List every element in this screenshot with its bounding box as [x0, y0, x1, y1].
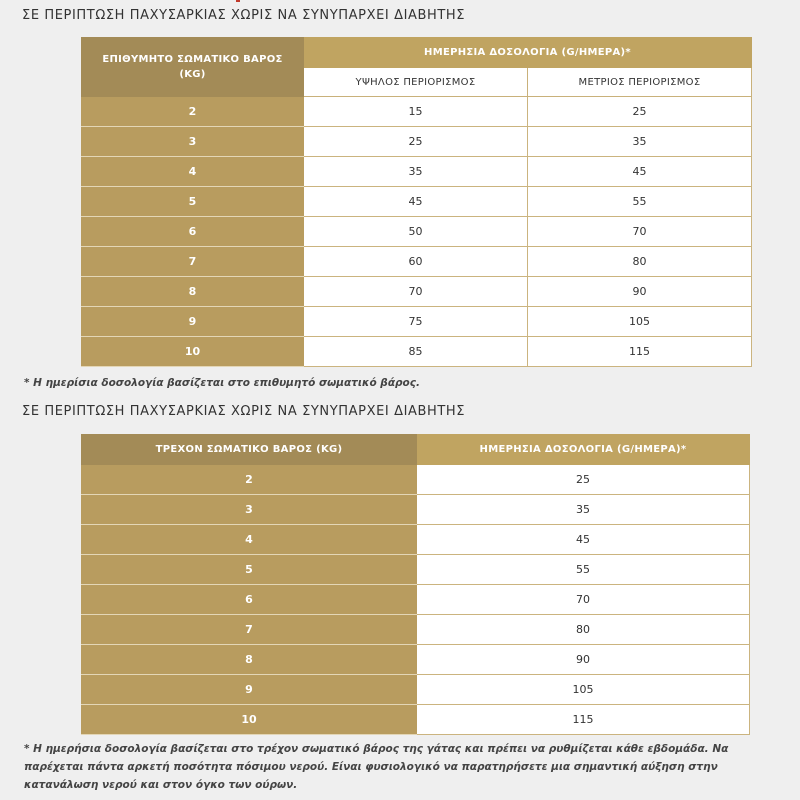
target-weight-dosage-table	[81, 37, 752, 367]
moderate-restriction-cell: 35	[528, 127, 752, 157]
table-row	[82, 247, 752, 277]
table-row	[82, 555, 750, 585]
moderate-restriction-cell: 25	[528, 97, 752, 127]
weight-cell: 5	[82, 555, 417, 585]
weight-cell: 7	[82, 615, 417, 645]
dosage-cell: 25	[417, 465, 750, 495]
high-restriction-cell: 25	[304, 127, 528, 157]
table-row	[82, 127, 752, 157]
high-restriction-cell: 15	[304, 97, 528, 127]
weight-cell: 3	[82, 495, 417, 525]
weight-cell: 10	[82, 337, 304, 367]
moderate-restriction-cell: 90	[528, 277, 752, 307]
weight-cell: 8	[82, 645, 417, 675]
subheader-high-restriction: ΥΨΗΛΟΣ ΠΕΡΙΟΡΙΣΜΟΣ	[304, 68, 528, 97]
weight-cell: 6	[82, 217, 304, 247]
header-daily-dosage-2: ΗΜΕΡΗΣΙΑ ΔΟΣΟΛΟΓΙΑ (G/ΗΜΕΡΑ)*	[417, 435, 750, 465]
moderate-restriction-cell: 80	[528, 247, 752, 277]
table-row	[82, 645, 750, 675]
weight-cell: 2	[82, 97, 304, 127]
section2-footnote: * Η ημερήσια δοσολογία βασίζεται στο τρέχον σωματικό βάρος της γάτας και πρέπει να ρυθμίζεται κάθε εβδομάδα. Να παρέχεται πάντα αρκετή ποσότητα πόσιμου νερού. Είναι φυσιολογικό να παρατηρήσετε μια σημαντική αύξηση στην κατανάλωση νερού και στον όγκο των ούρων.	[24, 743, 729, 791]
table-row	[82, 675, 750, 705]
high-restriction-cell: 50	[304, 217, 528, 247]
table-row	[82, 615, 750, 645]
current-weight-dosage-table	[81, 434, 750, 735]
dosage-cell: 80	[417, 615, 750, 645]
table-row	[82, 277, 752, 307]
dosage-cell: 105	[417, 675, 750, 705]
table2-body	[82, 465, 750, 735]
header-current-weight: ΤΡΕΧΟΝ ΣΩΜΑΤΙΚΟ ΒΑΡΟΣ (KG)	[82, 435, 417, 465]
dosage-cell: 55	[417, 555, 750, 585]
table-row	[82, 157, 752, 187]
section1-title: ΣΕ ΠΕΡΙΠΤΩΣΗ ΠΑΧΥΣΑΡΚΙΑΣ ΧΩΡΙΣ ΝΑ ΣΥΝΥΠΑΡΧΕΙ ΔΙΑΒΗΤΗΣ	[22, 8, 466, 23]
table-row	[82, 525, 750, 555]
weight-cell: 5	[82, 187, 304, 217]
moderate-restriction-cell: 55	[528, 187, 752, 217]
weight-cell: 9	[82, 307, 304, 337]
table-row	[82, 495, 750, 525]
dosage-cell: 115	[417, 705, 750, 735]
high-restriction-cell: 75	[304, 307, 528, 337]
moderate-restriction-cell: 105	[528, 307, 752, 337]
red-accent-mark	[236, 0, 240, 2]
moderate-restriction-cell: 45	[528, 157, 752, 187]
dosage-cell: 35	[417, 495, 750, 525]
weight-cell: 8	[82, 277, 304, 307]
table-row	[82, 465, 750, 495]
section1-footnote: * Η ημερίσια δοσολογία βασίζεται στο επιθυμητό σωματικό βάρος.	[24, 377, 420, 389]
high-restriction-cell: 60	[304, 247, 528, 277]
table-row	[82, 187, 752, 217]
moderate-restriction-cell: 70	[528, 217, 752, 247]
weight-cell: 4	[82, 525, 417, 555]
table-row	[82, 217, 752, 247]
table-row	[82, 705, 750, 735]
dosage-cell: 45	[417, 525, 750, 555]
weight-cell: 4	[82, 157, 304, 187]
table-row	[82, 585, 750, 615]
high-restriction-cell: 35	[304, 157, 528, 187]
weight-cell: 2	[82, 465, 417, 495]
section2-title: ΣΕ ΠΕΡΙΠΤΩΣΗ ΠΑΧΥΣΑΡΚΙΑΣ ΧΩΡΙΣ ΝΑ ΣΥΝΥΠΑΡΧΕΙ ΔΙΑΒΗΤΗΣ	[22, 404, 466, 419]
high-restriction-cell: 70	[304, 277, 528, 307]
table-row	[82, 97, 752, 127]
header-daily-dosage: ΗΜΕΡΗΣΙΑ ΔΟΣΟΛΟΓΙΑ (G/ΗΜΕΡΑ)*	[304, 38, 752, 68]
weight-cell: 6	[82, 585, 417, 615]
table1-body	[82, 97, 752, 367]
table-row	[82, 337, 752, 367]
table-row	[82, 307, 752, 337]
weight-cell: 10	[82, 705, 417, 735]
weight-cell: 9	[82, 675, 417, 705]
weight-cell: 3	[82, 127, 304, 157]
high-restriction-cell: 45	[304, 187, 528, 217]
moderate-restriction-cell: 115	[528, 337, 752, 367]
subheader-moderate-restriction: ΜΕΤΡΙΟΣ ΠΕΡΙΟΡΙΣΜΟΣ	[528, 68, 752, 97]
weight-cell: 7	[82, 247, 304, 277]
dosage-cell: 70	[417, 585, 750, 615]
header-target-weight: ΕΠΙΘΥΜΗΤΟ ΣΩΜΑΤΙΚΟ ΒΑΡΟΣ (KG)	[82, 38, 304, 97]
dosage-cell: 90	[417, 645, 750, 675]
high-restriction-cell: 85	[304, 337, 528, 367]
